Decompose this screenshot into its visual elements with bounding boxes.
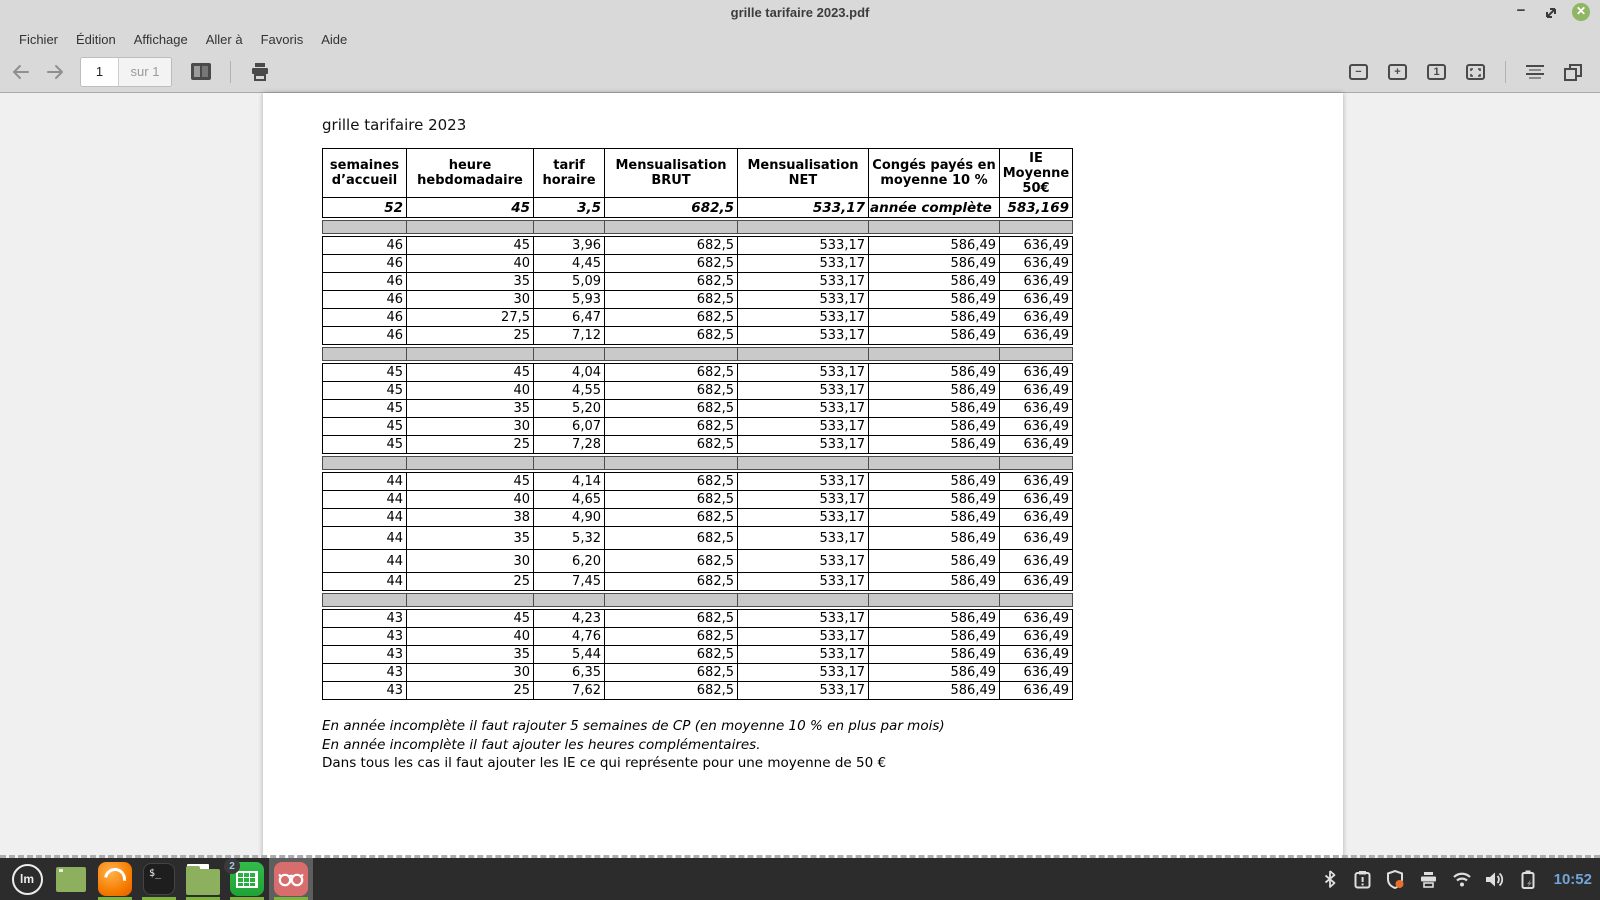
- table-cell: [323, 348, 407, 360]
- table-cell: Congés payés en moyenne 10 %: [869, 149, 1000, 197]
- network-wifi-icon[interactable]: [1452, 869, 1472, 889]
- table-cell: 586,49: [869, 646, 1000, 663]
- table-cell: 636,49: [1023, 401, 1069, 416]
- table-cell: 636,49: [1023, 629, 1069, 644]
- table-row: [323, 572, 1072, 590]
- table-cell: 43: [323, 682, 407, 699]
- table-cell: 682,5: [605, 573, 738, 590]
- table-cell: 583,169: [1007, 199, 1069, 216]
- xreader-icon: [274, 862, 308, 896]
- sidebar-icon: [191, 63, 211, 80]
- table-cell: 533,17: [738, 664, 869, 681]
- table-cell: 636,49: [1023, 238, 1069, 253]
- taskbar-item-calc[interactable]: [225, 858, 269, 900]
- sidebar-toggle-button[interactable]: [186, 57, 216, 87]
- table-cell: 30: [407, 418, 534, 435]
- table-row: [323, 610, 1072, 627]
- table-cell: 30: [407, 291, 534, 308]
- print-button[interactable]: [245, 57, 275, 87]
- table-cell: 533,17: [738, 682, 869, 699]
- table-cell: [605, 348, 738, 360]
- table-cell: 586,49: [869, 309, 1000, 326]
- toolbar-separator: [1505, 61, 1506, 83]
- table-cell: [534, 221, 605, 233]
- table-cell: 682,5: [605, 682, 738, 699]
- table-row: [323, 254, 1072, 272]
- table-cell: 45: [407, 473, 534, 490]
- table-cell: [323, 594, 407, 606]
- table-cell: [738, 348, 869, 360]
- table-cell: 3,5: [534, 198, 605, 217]
- table-row: [323, 417, 1072, 435]
- table-cell: 25: [407, 573, 534, 590]
- table-cell: 636,49: [1023, 310, 1069, 325]
- menu-favoris[interactable]: Favoris: [260, 31, 304, 47]
- table-cell: 636,49: [1023, 647, 1069, 662]
- table-cell: 682,5: [605, 646, 738, 663]
- titlebar: [0, 0, 1600, 27]
- table-cell: 682,5: [605, 309, 738, 326]
- taskbar-item-firefox[interactable]: [93, 858, 137, 900]
- table-row: [323, 549, 1072, 572]
- clock[interactable]: 10:52: [1553, 870, 1592, 888]
- fit-width-button[interactable]: [1466, 64, 1485, 80]
- toolbar: [0, 51, 1600, 93]
- table-cell: 682,5: [605, 400, 738, 417]
- firefox-icon: [98, 862, 132, 896]
- table-cell: 35: [407, 646, 534, 663]
- document-notes: [322, 717, 1343, 773]
- table-cell: 45: [323, 382, 407, 399]
- table-summary-row: [323, 197, 1072, 217]
- table-cell: 636,49: [1023, 328, 1069, 343]
- table-cell: Mensualisation BRUT: [605, 149, 738, 197]
- table-cell: 682,5: [605, 610, 738, 627]
- table-cell: 586,49: [869, 491, 1000, 508]
- table-cell: 5,32: [534, 527, 605, 549]
- note-line: En année incomplète il faut rajouter 5 semaines de CP (en moyenne 10 % en plus par mois): [322, 718, 945, 734]
- table-cell: 636,49: [1023, 292, 1069, 307]
- table-cell: 25: [407, 682, 534, 699]
- table-cell: 586,49: [869, 273, 1000, 290]
- table-cell: 682,5: [605, 291, 738, 308]
- table-cell: 533,17: [738, 400, 869, 417]
- table-cell: [534, 594, 605, 606]
- fit-page-button[interactable]: 1: [1427, 64, 1446, 80]
- table-cell: 46: [323, 309, 407, 326]
- table-cell: 4,76: [534, 628, 605, 645]
- table-cell: 533,17: [738, 436, 869, 453]
- table-row: [323, 473, 1072, 490]
- table-cell: 682,5: [605, 273, 738, 290]
- table-cell: [534, 348, 605, 360]
- table-cell: [1000, 457, 1072, 469]
- table-cell: 636,49: [1023, 665, 1069, 680]
- table-cell: IE Moyenne 50€: [1002, 150, 1070, 196]
- table-cell: 636,49: [1023, 574, 1069, 589]
- table-cell: 40: [407, 491, 534, 508]
- table-cell: 586,49: [869, 237, 1000, 254]
- table-spacer-row: [323, 594, 1072, 606]
- table-cell: [605, 221, 738, 233]
- window-icon: [56, 867, 86, 892]
- next-page-button[interactable]: [42, 59, 68, 85]
- table-cell: année complète: [869, 198, 1000, 217]
- table-cell: 682,5: [605, 473, 738, 490]
- table-cell: 682,5: [605, 491, 738, 508]
- zoom-in-button[interactable]: +: [1388, 64, 1407, 80]
- table-row: [323, 237, 1072, 254]
- table-cell: 586,49: [869, 682, 1000, 699]
- table-row: [323, 364, 1072, 381]
- table-cell: 5,09: [534, 273, 605, 290]
- table-cell: 636,49: [1023, 365, 1069, 380]
- note-line: Dans tous les cas il faut ajouter les IE ce qui représente pour une moyenne de 50 €: [322, 755, 887, 771]
- table-cell: 636,49: [1023, 553, 1069, 569]
- table-row: [323, 645, 1072, 663]
- table-cell: 40: [407, 255, 534, 272]
- table-cell: 533,17: [738, 509, 869, 526]
- table-header-row: [323, 149, 1072, 197]
- table-spacer-row: [323, 457, 1072, 469]
- table-cell: 586,49: [869, 400, 1000, 417]
- table-cell: 636,49: [1023, 419, 1069, 434]
- table-cell: 682,5: [605, 436, 738, 453]
- table-cell: [407, 348, 534, 360]
- table-cell: 533,17: [738, 418, 869, 435]
- table-cell: semaines d’accueil: [323, 149, 407, 197]
- volume-icon[interactable]: [1485, 869, 1505, 889]
- table-cell: 636,49: [1023, 611, 1069, 626]
- table-cell: 682,5: [605, 237, 738, 254]
- table-cell: 4,55: [534, 382, 605, 399]
- table-cell: 45: [323, 400, 407, 417]
- taskbar-item-terminal[interactable]: [137, 858, 181, 900]
- table-cell: 682,5: [605, 327, 738, 344]
- table-cell: 6,47: [534, 309, 605, 326]
- dual-page-button[interactable]: [1564, 64, 1582, 81]
- table-cell: tarif horaire: [534, 149, 605, 197]
- page-total-label: sur 1: [119, 58, 171, 86]
- table-cell: 682,5: [605, 198, 738, 217]
- table-cell: [1000, 348, 1072, 360]
- printer-icon: [250, 62, 270, 81]
- table-cell: 636,49: [1023, 530, 1069, 546]
- table-cell: 44: [323, 527, 407, 549]
- table-cell: 45: [407, 364, 534, 381]
- table-cell: [738, 457, 869, 469]
- update-manager-icon[interactable]: [1353, 869, 1373, 889]
- table-cell: 682,5: [605, 418, 738, 435]
- table-cell: 682,5: [605, 550, 738, 572]
- table-cell: 4,90: [534, 509, 605, 526]
- table-cell: 7,62: [534, 682, 605, 699]
- table-cell: 636,49: [1023, 683, 1069, 698]
- table-cell: 45: [323, 364, 407, 381]
- table-cell: 533,17: [738, 527, 869, 549]
- table-row: [323, 272, 1072, 290]
- table-cell: 586,49: [869, 610, 1000, 627]
- table-cell: [323, 221, 407, 233]
- tariff-table: [322, 148, 1073, 700]
- table-cell: 533,17: [738, 550, 869, 572]
- table-cell: 46: [323, 237, 407, 254]
- table-cell: 6,07: [534, 418, 605, 435]
- table-cell: 636,49: [1023, 492, 1069, 507]
- table-cell: [738, 594, 869, 606]
- table-cell: [869, 221, 1000, 233]
- menu-affichage[interactable]: Affichage: [133, 31, 188, 47]
- table-cell: 46: [323, 273, 407, 290]
- table-cell: 682,5: [605, 382, 738, 399]
- printer-tray-icon[interactable]: [1419, 869, 1439, 889]
- table-cell: 46: [323, 291, 407, 308]
- document-title: grille tarifaire 2023: [322, 116, 467, 134]
- table-cell: [605, 457, 738, 469]
- table-cell: [605, 594, 738, 606]
- table-cell: 533,17: [738, 573, 869, 590]
- menubar: [0, 27, 1600, 51]
- table-cell: 25: [407, 327, 534, 344]
- previous-page-button[interactable]: [8, 59, 34, 85]
- table-cell: 636,49: [1023, 383, 1069, 398]
- table-cell: 636,49: [1023, 274, 1069, 289]
- table-cell: 30: [407, 664, 534, 681]
- table-cell: heure hebdomadaire: [407, 149, 534, 197]
- table-cell: 6,35: [534, 664, 605, 681]
- table-cell: 5,93: [534, 291, 605, 308]
- table-cell: 35: [407, 400, 534, 417]
- pdf-page: [263, 93, 1343, 858]
- table-cell: 533,17: [738, 198, 869, 217]
- table-cell: 533,17: [738, 473, 869, 490]
- table-row: [323, 681, 1072, 699]
- table-cell: 682,5: [605, 255, 738, 272]
- table-cell: 586,49: [869, 418, 1000, 435]
- table-cell: 43: [323, 646, 407, 663]
- table-cell: 682,5: [605, 664, 738, 681]
- menu-fichier[interactable]: Fichier: [19, 31, 59, 47]
- table-row: [323, 326, 1072, 344]
- table-row: [323, 508, 1072, 526]
- table-cell: [869, 348, 1000, 360]
- table-cell: 636,49: [1023, 474, 1069, 489]
- table-cell: 586,49: [869, 382, 1000, 399]
- table-cell: 52: [323, 198, 407, 217]
- table-cell: 46: [323, 327, 407, 344]
- note-line: En année incomplète il faut ajouter les heures complémentaires.: [322, 736, 761, 753]
- table-cell: 586,49: [869, 628, 1000, 645]
- table-cell: 682,5: [605, 628, 738, 645]
- table-cell: 44: [323, 550, 407, 572]
- table-cell: 4,04: [534, 364, 605, 381]
- menu-edition[interactable]: Édition: [76, 31, 116, 47]
- table-cell: 636,49: [1023, 510, 1069, 525]
- table-cell: 45: [407, 610, 534, 627]
- table-cell: 40: [407, 382, 534, 399]
- expand-icon: [1470, 68, 1481, 77]
- table-cell: 3,96: [534, 237, 605, 254]
- table-cell: [534, 457, 605, 469]
- firewall-icon[interactable]: [1386, 869, 1406, 889]
- maximize-button[interactable]: [1544, 6, 1558, 20]
- window-title: grille tarifaire 2023.pdf: [730, 5, 870, 20]
- table-cell: 586,49: [869, 291, 1000, 308]
- table-spacer-row: [323, 221, 1072, 233]
- mint-menu-button[interactable]: [5, 858, 49, 900]
- document-viewer[interactable]: [0, 93, 1600, 858]
- table-cell: 586,49: [869, 550, 1000, 572]
- continuous-view-button[interactable]: [1526, 63, 1544, 81]
- page-number-input[interactable]: 1: [81, 58, 119, 86]
- table-row: [323, 627, 1072, 645]
- table-cell: 682,5: [605, 527, 738, 549]
- table-cell: 5,44: [534, 646, 605, 663]
- table-cell: 682,5: [605, 364, 738, 381]
- zoom-out-button[interactable]: −: [1349, 64, 1368, 80]
- table-cell: 533,17: [738, 646, 869, 663]
- table-cell: 30: [407, 550, 534, 572]
- page-number-box: [80, 57, 172, 87]
- table-cell: 35: [407, 527, 534, 549]
- table-cell: 5,20: [534, 400, 605, 417]
- table-row: [323, 435, 1072, 453]
- table-row: [323, 490, 1072, 508]
- taskbar: [0, 858, 1600, 900]
- menu-aide[interactable]: Aide: [321, 31, 348, 47]
- table-cell: [323, 457, 407, 469]
- table-cell: [869, 594, 1000, 606]
- table-cell: 4,65: [534, 491, 605, 508]
- table-cell: 38: [407, 509, 534, 526]
- table-row: [323, 399, 1072, 417]
- table-cell: 682,5: [605, 509, 738, 526]
- table-cell: 40: [407, 628, 534, 645]
- table-cell: 4,45: [534, 255, 605, 272]
- close-button[interactable]: ✕: [1572, 3, 1590, 21]
- table-cell: 586,49: [869, 255, 1000, 272]
- table-cell: [1000, 594, 1072, 606]
- table-cell: 533,17: [738, 364, 869, 381]
- table-cell: 44: [323, 509, 407, 526]
- window-count-badge: 2: [224, 858, 240, 874]
- table-cell: 636,49: [1023, 256, 1069, 271]
- table-row: [323, 526, 1072, 549]
- table-row: [323, 381, 1072, 399]
- table-cell: 45: [323, 418, 407, 435]
- folder-icon: [186, 869, 220, 895]
- table-cell: [738, 221, 869, 233]
- table-cell: 586,49: [869, 436, 1000, 453]
- table-cell: 25: [407, 436, 534, 453]
- table-cell: [869, 457, 1000, 469]
- table-cell: 44: [323, 491, 407, 508]
- toolbar-separator: [230, 61, 231, 83]
- table-cell: 44: [323, 473, 407, 490]
- table-cell: 533,17: [738, 491, 869, 508]
- table-cell: 636,49: [1023, 437, 1069, 452]
- table-cell: 45: [407, 198, 534, 217]
- table-cell: 46: [323, 255, 407, 272]
- table-cell: 533,17: [738, 291, 869, 308]
- table-cell: 4,23: [534, 610, 605, 627]
- table-cell: 533,17: [738, 628, 869, 645]
- table-cell: 43: [323, 664, 407, 681]
- table-cell: 45: [407, 237, 534, 254]
- table-cell: 586,49: [869, 664, 1000, 681]
- table-cell: 7,45: [534, 573, 605, 590]
- battery-icon[interactable]: [1518, 869, 1538, 889]
- show-desktop-button[interactable]: [49, 858, 93, 900]
- table-cell: 43: [323, 628, 407, 645]
- table-cell: 45: [323, 436, 407, 453]
- table-cell: 586,49: [869, 573, 1000, 590]
- table-row: [323, 290, 1072, 308]
- table-cell: [1000, 221, 1072, 233]
- table-spacer-row: [323, 348, 1072, 360]
- spreadsheet-icon: [230, 862, 264, 896]
- minimize-button[interactable]: −: [1516, 2, 1526, 19]
- table-cell: 533,17: [738, 273, 869, 290]
- table-row: [323, 663, 1072, 681]
- table-cell: 533,17: [738, 327, 869, 344]
- taskbar-item-files[interactable]: [181, 858, 225, 900]
- bluetooth-icon[interactable]: [1320, 869, 1340, 889]
- table-cell: 586,49: [869, 527, 1000, 549]
- table-cell: 533,17: [738, 382, 869, 399]
- table-cell: 586,49: [869, 509, 1000, 526]
- table-cell: 35: [407, 273, 534, 290]
- mint-logo-icon: lm: [12, 864, 43, 895]
- table-cell: [407, 457, 534, 469]
- table-cell: 7,12: [534, 327, 605, 344]
- table-cell: Mensualisation NET: [738, 149, 869, 197]
- taskbar-item-xreader[interactable]: [269, 858, 313, 900]
- table-cell: 44: [323, 573, 407, 590]
- menu-aller-a[interactable]: Aller à: [205, 31, 243, 47]
- table-cell: 586,49: [869, 473, 1000, 490]
- table-row: [323, 308, 1072, 326]
- table-cell: [407, 221, 534, 233]
- table-cell: 586,49: [869, 327, 1000, 344]
- table-cell: 4,14: [534, 473, 605, 490]
- table-cell: 7,28: [534, 436, 605, 453]
- table-cell: 533,17: [738, 237, 869, 254]
- table-cell: 586,49: [869, 364, 1000, 381]
- table-cell: 27,5: [407, 309, 534, 326]
- table-cell: 533,17: [738, 255, 869, 272]
- terminal-icon: $_: [143, 863, 175, 895]
- table-cell: 533,17: [738, 610, 869, 627]
- table-cell: 533,17: [738, 309, 869, 326]
- table-cell: 43: [323, 610, 407, 627]
- table-cell: 6,20: [534, 550, 605, 572]
- table-cell: [407, 594, 534, 606]
